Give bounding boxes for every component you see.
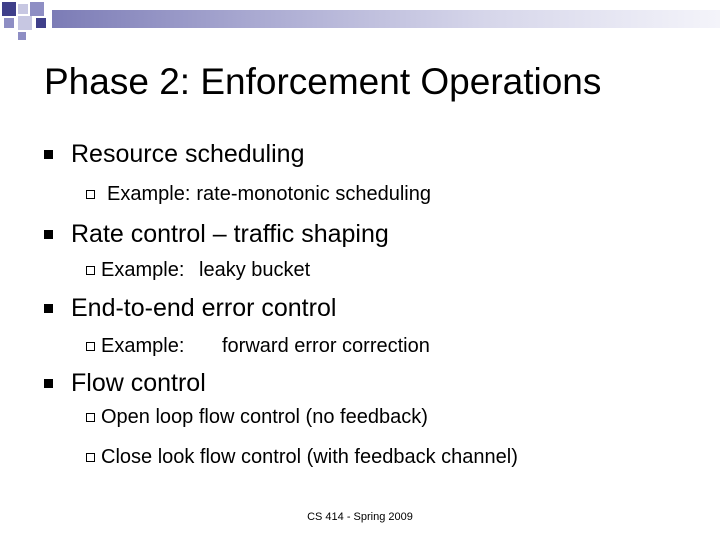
sub-bullet-label: Example: <box>107 183 191 205</box>
decor-square <box>18 4 28 14</box>
decor-square <box>30 2 44 16</box>
sub-bullet-item <box>86 405 428 429</box>
bullet-text <box>71 219 389 249</box>
sub-bullet-item <box>86 334 430 358</box>
sub-bullet-item <box>86 258 310 282</box>
decor-square <box>18 32 26 40</box>
decor-square <box>36 18 46 28</box>
slide-footer: CS 414 - Spring 2009 <box>307 511 413 523</box>
bullet-text: Resource scheduling <box>71 140 305 168</box>
hollow-square-bullet-icon <box>86 413 95 422</box>
sub-bullet-item <box>86 182 431 206</box>
bullet-item <box>44 136 304 172</box>
sub-bullet-text: Open loop flow control (no feedback) <box>101 406 428 428</box>
sub-bullet-text: leaky bucket <box>199 259 311 281</box>
bullet-item <box>44 290 336 326</box>
bullet-text: Flow control <box>71 369 206 397</box>
header-decoration <box>0 0 720 40</box>
square-bullet-icon <box>44 150 53 159</box>
decor-square <box>2 2 16 16</box>
decor-square <box>18 16 32 30</box>
bullet-text-main: Rate control <box>71 220 206 248</box>
sub-bullet-text: forward error correction <box>222 335 430 357</box>
decor-square <box>4 18 14 28</box>
bullet-text-dash: – <box>212 220 227 248</box>
sub-bullet-label: Example: <box>101 259 185 281</box>
bullet-item <box>44 216 389 252</box>
hollow-square-bullet-icon <box>86 190 95 199</box>
bullet-text: End-to-end error control <box>71 294 337 322</box>
square-bullet-icon <box>44 304 53 313</box>
slide-title: Phase 2: Enforcement Operations <box>44 61 602 102</box>
square-bullet-icon <box>44 230 53 239</box>
sub-bullet-item <box>86 445 518 469</box>
sub-bullet-text: rate-monotonic scheduling <box>196 183 431 205</box>
bullet-text-rest: traffic shaping <box>233 220 389 248</box>
hollow-square-bullet-icon <box>86 342 95 351</box>
square-bullet-icon <box>44 379 53 388</box>
bullet-item <box>44 365 206 401</box>
header-gradient-bar <box>52 10 720 28</box>
sub-bullet-text: Close look flow control (with feedback channel) <box>101 446 518 468</box>
hollow-square-bullet-icon <box>86 453 95 462</box>
hollow-square-bullet-icon <box>86 266 95 275</box>
sub-bullet-label: Example: <box>101 335 185 357</box>
